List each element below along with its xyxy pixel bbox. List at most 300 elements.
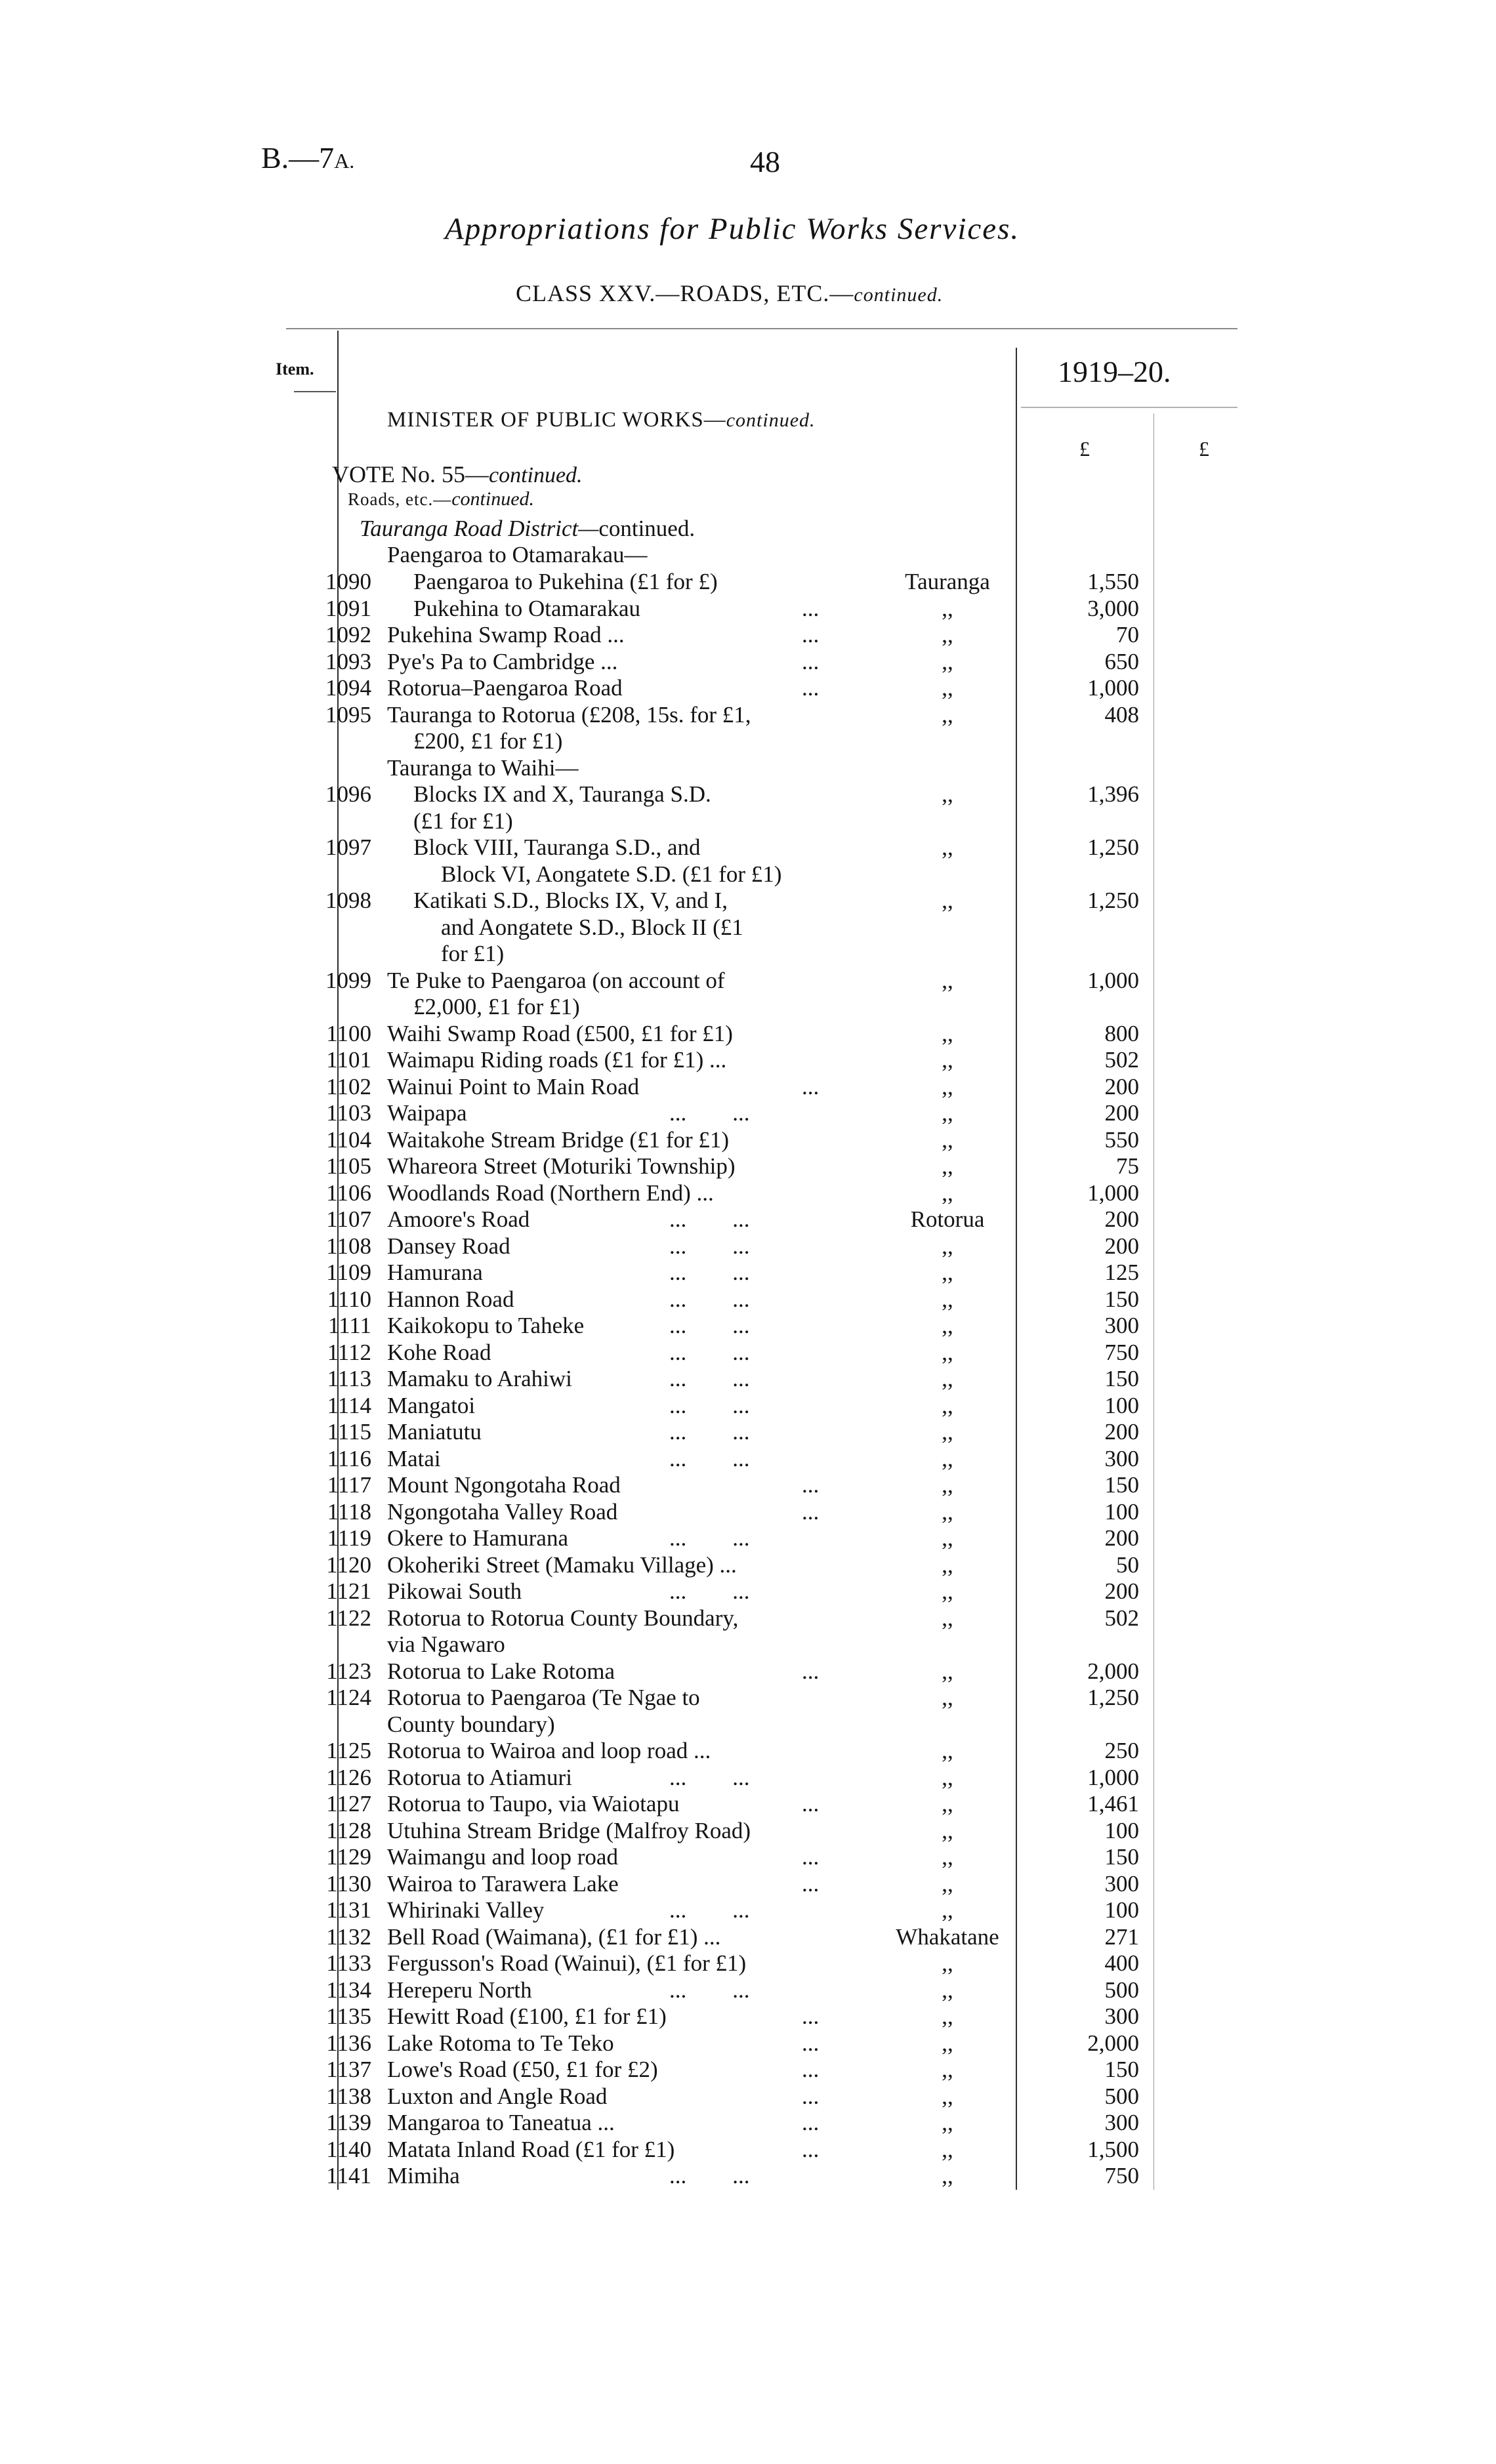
item-amount: 250 xyxy=(1104,1738,1139,1763)
roads-heading-main: Roads, etc.— xyxy=(348,489,452,509)
table-row xyxy=(0,596,1496,622)
leader-dots: ... xyxy=(802,622,820,647)
item-number: 1101 xyxy=(326,1047,371,1073)
item-district: ,, xyxy=(942,1047,953,1073)
item-number: 1109 xyxy=(326,1260,371,1285)
item-number: 1140 xyxy=(326,2137,371,2162)
item-description: for £1) xyxy=(441,941,505,966)
item-amount: 200 xyxy=(1104,1525,1139,1551)
item-amount: 100 xyxy=(1104,1897,1139,1923)
top-rule xyxy=(286,328,1237,329)
table-row xyxy=(0,1525,1496,1551)
item-number: 1132 xyxy=(326,1924,371,1950)
roads-heading-continued: continued. xyxy=(451,488,535,510)
item-description: Lake Rotoma to Te Teko xyxy=(387,2030,614,2056)
item-description: Rotorua–Paengaroa Road xyxy=(387,675,623,701)
table-row xyxy=(0,728,1496,754)
table-row xyxy=(0,1446,1496,1472)
leader-dots: ... ... xyxy=(669,1286,750,1312)
item-amount: 200 xyxy=(1104,1206,1139,1232)
item-district: ,, xyxy=(942,1844,953,1870)
table-row xyxy=(0,1206,1496,1233)
item-district: ,, xyxy=(942,1366,953,1391)
table-row xyxy=(0,1419,1496,1445)
item-description: Rotorua to Paengaroa (Te Ngae to xyxy=(387,1685,700,1710)
item-description: Ngongotaha Valley Road xyxy=(387,1499,618,1525)
item-district: Rotorua xyxy=(910,1206,985,1232)
item-district: ,, xyxy=(942,968,953,993)
item-district: ,, xyxy=(942,1180,953,1206)
table-row xyxy=(0,2030,1496,2057)
item-description: Fergusson's Road (Wainui), (£1 for £1) xyxy=(387,1950,747,1976)
table-row xyxy=(0,1127,1496,1153)
item-number: 1120 xyxy=(326,1552,371,1578)
table-row xyxy=(0,1685,1496,1711)
item-number: 1099 xyxy=(325,968,371,993)
table-row xyxy=(0,1021,1496,1047)
item-district: ,, xyxy=(942,1765,953,1790)
item-description: £2,000, £1 for £1) xyxy=(413,994,580,1019)
item-description: Waipapa xyxy=(387,1100,467,1126)
table-row xyxy=(0,2137,1496,2163)
item-amount: 150 xyxy=(1104,2057,1139,2082)
page-number: 48 xyxy=(750,145,780,178)
item-description: Hereperu North xyxy=(387,1977,532,2003)
subsection-heading: Paengaroa to Otamarakau— xyxy=(387,542,648,567)
item-number: 1139 xyxy=(326,2110,371,2135)
item-amount: 1,250 xyxy=(1087,834,1139,860)
item-number: 1141 xyxy=(326,2163,371,2188)
item-description: Amoore's Road xyxy=(387,1206,530,1232)
item-number: 1110 xyxy=(327,1286,371,1312)
table-row xyxy=(0,808,1496,834)
item-district: ,, xyxy=(942,1738,953,1763)
table-row xyxy=(0,2084,1496,2110)
item-number: 1130 xyxy=(326,1871,371,1897)
item-number: 1127 xyxy=(326,1791,371,1817)
item-amount: 1,250 xyxy=(1087,888,1139,913)
item-amount: 408 xyxy=(1104,702,1139,728)
item-amount: 800 xyxy=(1104,1021,1139,1046)
item-number: 1118 xyxy=(327,1499,371,1525)
table-row xyxy=(0,1393,1496,1419)
item-district: ,, xyxy=(942,2163,953,2188)
item-number: 1091 xyxy=(325,596,371,621)
table-row xyxy=(0,1180,1496,1206)
item-number: 1100 xyxy=(326,1021,371,1046)
table-row xyxy=(0,1472,1496,1498)
item-number: 1105 xyxy=(326,1153,371,1179)
table-row xyxy=(0,1578,1496,1605)
leader-dots: ... xyxy=(802,2057,820,2082)
item-description: Pikowai South xyxy=(387,1578,522,1604)
district-heading-continued: continued. xyxy=(598,516,696,541)
table-row xyxy=(0,622,1496,648)
item-description: Pukehina Swamp Road ... xyxy=(387,622,625,647)
item-amount: 500 xyxy=(1104,1977,1139,2003)
item-district: ,, xyxy=(942,1446,953,1471)
table-row xyxy=(0,941,1496,967)
item-amount: 100 xyxy=(1104,1393,1139,1418)
reference-main: B.—7 xyxy=(261,141,335,175)
item-amount: 400 xyxy=(1104,1950,1139,1976)
item-district: ,, xyxy=(942,1419,953,1445)
item-number: 1138 xyxy=(326,2084,371,2109)
leader-dots: ... ... xyxy=(669,1765,750,1790)
item-district: ,, xyxy=(942,675,953,701)
item-amount: 500 xyxy=(1104,2084,1139,2109)
table-row xyxy=(0,1499,1496,1525)
item-description: Pye's Pa to Cambridge ... xyxy=(387,649,618,674)
item-amount: 150 xyxy=(1104,1844,1139,1870)
item-number: 1133 xyxy=(326,1950,371,1976)
item-description: Utuhina Stream Bridge (Malfroy Road) xyxy=(387,1818,751,1843)
item-amount: 1,461 xyxy=(1087,1791,1139,1817)
minister-heading-continued: continued. xyxy=(726,409,816,431)
item-number: 1111 xyxy=(327,1313,371,1338)
table-row xyxy=(0,1233,1496,1260)
table-row xyxy=(0,781,1496,808)
item-number: 1129 xyxy=(326,1844,371,1870)
vote-heading-continued: continued. xyxy=(488,463,583,487)
leader-dots: ... ... xyxy=(669,2163,750,2188)
item-district: ,, xyxy=(942,2030,953,2056)
item-description: Mamaku to Arahiwi xyxy=(387,1366,572,1391)
item-number: 1107 xyxy=(326,1206,371,1232)
item-number: 1094 xyxy=(325,675,371,701)
leader-dots: ... xyxy=(802,1658,820,1684)
item-district: Whakatane xyxy=(896,1924,999,1950)
item-amount: 1,550 xyxy=(1087,569,1139,594)
item-district: ,, xyxy=(942,1340,953,1365)
item-district: ,, xyxy=(942,888,953,913)
item-amount: 1,250 xyxy=(1087,1685,1139,1710)
item-description: Block VI, Aongatete S.D. (£1 for £1) xyxy=(441,861,782,887)
item-district: ,, xyxy=(942,1552,953,1578)
item-district: ,, xyxy=(942,1100,953,1126)
document-reference xyxy=(261,140,354,175)
item-number: 1097 xyxy=(325,834,371,860)
item-description: Woodlands Road (Northern End) ... xyxy=(387,1180,714,1206)
class-heading-continued: continued. xyxy=(854,284,944,306)
item-description: and Aongatete S.D., Block II (£1 xyxy=(441,914,743,940)
table-row xyxy=(0,2163,1496,2189)
leader-dots: ... ... xyxy=(669,1393,750,1418)
item-description: Hewitt Road (£100, £1 for £1) xyxy=(387,2003,667,2029)
pound-total-label: £ xyxy=(1199,437,1209,461)
item-description: £200, £1 for £1) xyxy=(413,728,563,754)
item-amount: 300 xyxy=(1104,1446,1139,1471)
pound-unit-label: £ xyxy=(1079,437,1090,461)
table-row xyxy=(0,1340,1496,1366)
table-row xyxy=(0,2057,1496,2083)
table-row xyxy=(0,1871,1496,1897)
item-amount: 200 xyxy=(1104,1578,1139,1604)
item-description: Lowe's Road (£50, £1 for £2) xyxy=(387,2057,658,2082)
item-description: Block VIII, Tauranga S.D., and xyxy=(413,834,701,860)
leader-dots: ... xyxy=(802,649,820,674)
item-number: 1090 xyxy=(325,569,371,594)
item-number: 1125 xyxy=(326,1738,371,1763)
table-row xyxy=(0,702,1496,728)
item-number: 1137 xyxy=(326,2057,371,2082)
table-row xyxy=(0,1313,1496,1339)
leader-dots: ... xyxy=(802,2003,820,2029)
item-district: ,, xyxy=(942,2003,953,2029)
item-description: Waihi Swamp Road (£500, £1 for £1) xyxy=(387,1021,733,1046)
item-amount: 300 xyxy=(1104,1313,1139,1338)
leader-dots: ... ... xyxy=(669,1419,750,1445)
item-description: Wairoa to Tarawera Lake xyxy=(387,1871,619,1897)
item-description: Waimangu and loop road xyxy=(387,1844,618,1870)
item-description: Tauranga to Rotorua (£208, 15s. for £1, xyxy=(387,702,751,728)
item-amount: 300 xyxy=(1104,2003,1139,2029)
item-district: ,, xyxy=(942,1977,953,2003)
item-description: Mount Ngongotaha Road xyxy=(387,1472,621,1498)
item-amount: 502 xyxy=(1104,1047,1139,1073)
item-description: Whirinaki Valley xyxy=(387,1897,545,1923)
item-district: ,, xyxy=(942,1525,953,1551)
minister-heading-main: MINISTER OF PUBLIC WORKS— xyxy=(387,408,726,432)
item-amount: 300 xyxy=(1104,1871,1139,1897)
leader-dots: ... ... xyxy=(669,1897,750,1923)
item-description: Rotorua to Atiamuri xyxy=(387,1765,572,1790)
item-column-header: Item. xyxy=(276,359,314,379)
item-number: 1131 xyxy=(326,1897,371,1923)
item-amount: 1,000 xyxy=(1087,1180,1139,1206)
item-amount: 1,000 xyxy=(1087,675,1139,701)
leader-dots: ... xyxy=(802,1074,820,1099)
item-district: ,, xyxy=(942,1791,953,1817)
item-description: Dansey Road xyxy=(387,1233,510,1259)
leader-dots: ... xyxy=(802,1472,820,1498)
item-description: Kohe Road xyxy=(387,1340,491,1365)
item-amount: 150 xyxy=(1104,1472,1139,1498)
table-row xyxy=(0,888,1496,914)
item-amount: 200 xyxy=(1104,1074,1139,1099)
item-description: Rotorua to Lake Rotoma xyxy=(387,1658,615,1684)
table-row xyxy=(0,1658,1496,1685)
leader-dots: ... ... xyxy=(669,1578,750,1604)
district-heading xyxy=(360,516,695,542)
item-description: Te Puke to Paengaroa (on account of xyxy=(387,968,725,993)
roads-heading xyxy=(348,488,534,510)
item-description: Matata Inland Road (£1 for £1) xyxy=(387,2137,675,2162)
item-description: Waitakohe Stream Bridge (£1 for £1) xyxy=(387,1127,730,1153)
item-district: ,, xyxy=(942,1074,953,1099)
leader-dots: ... ... xyxy=(669,1260,750,1285)
item-district: ,, xyxy=(942,2057,953,2082)
table-row xyxy=(0,914,1496,941)
item-district: ,, xyxy=(942,1286,953,1312)
item-district: ,, xyxy=(942,781,953,807)
item-number: 1102 xyxy=(326,1074,371,1099)
table-row xyxy=(0,1605,1496,1632)
item-number: 1123 xyxy=(326,1658,371,1684)
table-row xyxy=(0,1552,1496,1578)
table-row xyxy=(0,1074,1496,1100)
leader-dots: ... xyxy=(802,1844,820,1870)
item-description: Pukehina to Otamarakau xyxy=(413,596,641,621)
table-row xyxy=(0,1153,1496,1180)
item-description: Blocks IX and X, Tauranga S.D. xyxy=(413,781,711,807)
leader-dots: ... ... xyxy=(669,1366,750,1391)
item-district: ,, xyxy=(942,1658,953,1684)
leader-dots: ... xyxy=(802,2030,820,2056)
leader-dots: ... xyxy=(802,1791,820,1817)
item-amount: 1,000 xyxy=(1087,968,1139,993)
item-district: ,, xyxy=(942,622,953,647)
item-number: 1103 xyxy=(326,1100,371,1126)
item-district: ,, xyxy=(942,1605,953,1631)
year-rule xyxy=(1021,407,1237,408)
table-row xyxy=(0,1791,1496,1817)
item-description: Matai xyxy=(387,1446,441,1471)
item-district: ,, xyxy=(942,2110,953,2135)
leader-dots: ... ... xyxy=(669,1977,750,2003)
item-number: 1095 xyxy=(325,702,371,728)
item-district: ,, xyxy=(942,1393,953,1418)
leader-dots: ... xyxy=(802,675,820,701)
vote-heading-main: VOTE No. 55— xyxy=(332,461,489,487)
item-amount: 2,000 xyxy=(1087,2030,1139,2056)
item-number: 1121 xyxy=(326,1578,371,1604)
item-district: ,, xyxy=(942,1472,953,1498)
leader-dots: ... ... xyxy=(669,1100,750,1126)
leader-dots: ... ... xyxy=(669,1233,750,1259)
item-number: 1134 xyxy=(326,1977,371,2003)
table-row xyxy=(0,649,1496,675)
item-number: 1104 xyxy=(326,1127,371,1153)
item-amount: 75 xyxy=(1116,1153,1139,1179)
item-description: Kaikokopu to Taheke xyxy=(387,1313,585,1338)
leader-dots: ... xyxy=(802,1499,820,1525)
item-description: Bell Road (Waimana), (£1 for £1) ... xyxy=(387,1924,721,1950)
item-district: ,, xyxy=(942,1578,953,1604)
item-amount: 750 xyxy=(1104,2163,1139,2188)
item-description: Mangaroa to Taneatua ... xyxy=(387,2110,615,2135)
item-number: 1115 xyxy=(327,1419,371,1445)
item-amount: 502 xyxy=(1104,1605,1139,1631)
table-row xyxy=(0,755,1496,781)
table-row xyxy=(0,861,1496,888)
page-title: Appropriations for Public Works Services. xyxy=(445,212,1020,246)
item-amount: 70 xyxy=(1116,622,1139,647)
table-row xyxy=(0,1844,1496,1870)
leader-dots: ... ... xyxy=(669,1206,750,1232)
item-number: 1096 xyxy=(325,781,371,807)
leader-dots: ... xyxy=(802,596,820,621)
table-row xyxy=(0,1366,1496,1392)
item-number: 1108 xyxy=(326,1233,371,1259)
item-description: Wainui Point to Main Road xyxy=(387,1074,640,1099)
item-amount: 125 xyxy=(1104,1260,1139,1285)
table-row xyxy=(0,1712,1496,1738)
item-number: 1106 xyxy=(326,1180,371,1206)
item-description: Hamurana xyxy=(387,1260,483,1285)
table-row xyxy=(0,1924,1496,1950)
item-district: ,, xyxy=(942,2137,953,2162)
item-district: ,, xyxy=(942,1897,953,1923)
item-description: Hannon Road xyxy=(387,1286,514,1312)
year-column-header: 1919–20. xyxy=(1058,355,1171,388)
item-description: Rotorua to Taupo, via Waiotapu xyxy=(387,1791,680,1817)
item-number: 1092 xyxy=(325,622,371,647)
item-description: Okoheriki Street (Mamaku Village) ... xyxy=(387,1552,737,1578)
item-amount: 550 xyxy=(1104,1127,1139,1153)
leader-dots: ... xyxy=(802,2137,820,2162)
item-number: 1117 xyxy=(327,1472,371,1498)
table-row xyxy=(0,1950,1496,1977)
item-district: ,, xyxy=(942,649,953,674)
item-description: Mangatoi xyxy=(387,1393,476,1418)
item-amount: 200 xyxy=(1104,1419,1139,1445)
table-row xyxy=(0,569,1496,595)
item-amount: 650 xyxy=(1104,649,1139,674)
table-row xyxy=(0,1286,1496,1313)
item-amount: 100 xyxy=(1104,1818,1139,1843)
item-district: ,, xyxy=(942,1313,953,1338)
table-row xyxy=(0,1738,1496,1764)
item-number: 1113 xyxy=(327,1366,371,1391)
item-number: 1098 xyxy=(325,888,371,913)
item-number: 1126 xyxy=(326,1765,371,1790)
table-row xyxy=(0,1818,1496,1844)
item-number: 1136 xyxy=(326,2030,371,2056)
district-heading-main: Tauranga Road District— xyxy=(360,516,599,541)
table-row xyxy=(0,968,1496,994)
leader-dots: ... ... xyxy=(669,1313,750,1338)
item-amount: 300 xyxy=(1104,2110,1139,2135)
item-district: Tauranga xyxy=(905,569,990,594)
item-district: ,, xyxy=(942,702,953,728)
vote-heading xyxy=(332,461,583,488)
leader-dots: ... ... xyxy=(669,1525,750,1551)
item-description: Okere to Hamurana xyxy=(387,1525,568,1551)
table-row xyxy=(0,1260,1496,1286)
table-row xyxy=(0,994,1496,1020)
item-amount: 200 xyxy=(1104,1100,1139,1126)
item-district: ,, xyxy=(942,1233,953,1259)
item-description: (£1 for £1) xyxy=(413,808,513,834)
item-number: 1122 xyxy=(326,1605,371,1631)
item-number: 1114 xyxy=(327,1393,371,1418)
table-row xyxy=(0,1765,1496,1791)
item-number: 1119 xyxy=(327,1525,371,1551)
item-district: ,, xyxy=(942,1260,953,1285)
table-row xyxy=(0,2003,1496,2030)
item-header-rule xyxy=(294,391,336,392)
item-amount: 200 xyxy=(1104,1233,1139,1259)
table-row xyxy=(0,675,1496,701)
leader-dots: ... xyxy=(802,2110,820,2135)
item-description: Rotorua to Rotorua County Boundary, xyxy=(387,1605,739,1631)
item-amount: 150 xyxy=(1104,1286,1139,1312)
item-description: Rotorua to Wairoa and loop road ... xyxy=(387,1738,711,1763)
item-district: ,, xyxy=(942,1950,953,1976)
leader-dots: ... xyxy=(802,2084,820,2109)
item-district: ,, xyxy=(942,1153,953,1179)
table-row xyxy=(0,1897,1496,1923)
leader-dots: ... ... xyxy=(669,1446,750,1471)
reference-suffix: A. xyxy=(334,149,355,173)
item-amount: 1,000 xyxy=(1087,1765,1139,1790)
item-amount: 750 xyxy=(1104,1340,1139,1365)
item-district: ,, xyxy=(942,1127,953,1153)
table-row xyxy=(0,1977,1496,2003)
class-heading xyxy=(516,279,943,307)
table-row xyxy=(0,2110,1496,2136)
